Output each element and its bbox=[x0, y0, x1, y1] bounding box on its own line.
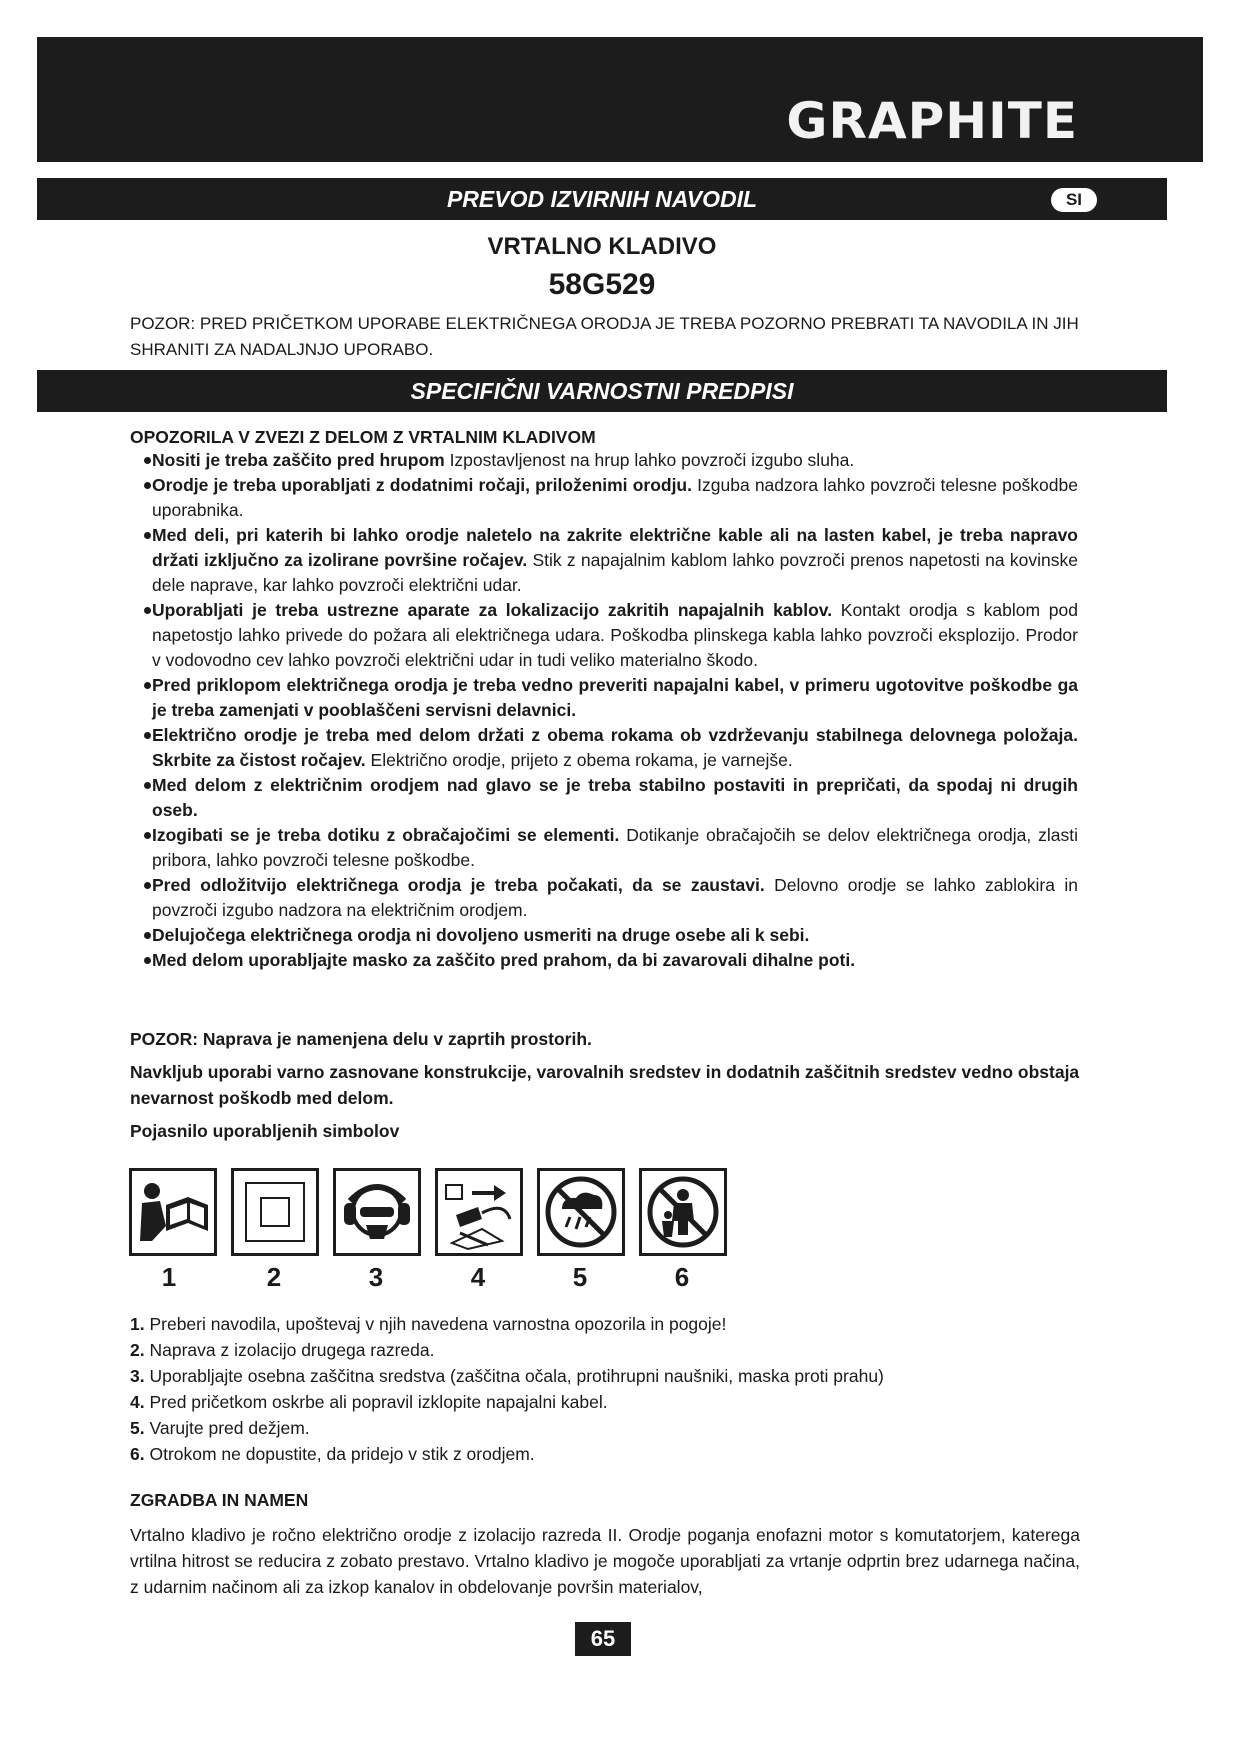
symbol-number: 2 bbox=[266, 1262, 282, 1292]
list-item: Pred priklopom električnega orodja je treba vedno preveriti napajalni kabel, v primeru ugotovitve poškodbe ga je treba zamenjati v pooblaščeni servisni delavnici. bbox=[152, 673, 1078, 723]
section-title: SPECIFIČNI VARNOSTNI PREDPISI bbox=[410, 378, 794, 404]
list-item: Uporabljati je treba ustrezne aparate za lokalizacijo zakritih napajalnih kablov. Kontakt orodja s kablom pod napetostjo lahko privede do požara ali električnega udara. Poškodba plinskega kabla lahko povzroči eksplozijo. Prodor v vodovodno cev lahko povzroči električni udar in tudi veliko materialno škodo. bbox=[152, 598, 1078, 673]
list-item: 5. Varujte pred dežjem. bbox=[130, 1418, 310, 1438]
list-item: Med delom z električnim orodjem nad glavo se je treba stabilno postaviti in prepričati, da spodaj ni drugih oseb. bbox=[152, 773, 1078, 823]
list-item: Delujočega električnega orodja ni dovoljeno usmeriti na druge osebe ali k sebi. bbox=[152, 923, 1078, 948]
notice-indoor: POZOR: Naprava je namenjena delu v zaprtih prostorih. bbox=[130, 1029, 592, 1049]
page-number: 65 bbox=[575, 1622, 631, 1656]
list-item: 6. Otrokom ne dopustite, da pridejo v stik z orodjem. bbox=[130, 1444, 535, 1464]
list-item: Električno orodje je treba med delom držati z obema rokama ob vzdrževanju stabilnega delovnega položaja. Skrbite za čistost ročajev. Električno orodje, prijeto z obema rokama, je varnejše. bbox=[152, 723, 1078, 773]
symbol-number: 3 bbox=[368, 1262, 384, 1292]
list-item: Med deli, pri katerih bi lahko orodje naletelo na zakrite električne kable ali na lasten kabel, je treba napravo držati izključno za izolirane površine ročajev. Stik z napajalnim kablom lahko povzroči prenos napetosti na kovinske dele naprave, kar lahko povzroči električni udar. bbox=[152, 523, 1078, 598]
notice-residual-risk: Navkljub uporabi varno zasnovane konstrukcije, varovalnih sredstev in dodatnih zaščitnih sredstev vedno obstaja nevarnost poškodb med delom. bbox=[130, 1062, 1080, 1108]
list-item: 1. Preberi navodila, upoštevaj v njih navedena varnostna opozorila in pogoje! bbox=[130, 1314, 727, 1334]
list-item: Orodje je treba uporabljati z dodatnimi ročaji, priloženimi orodju. Izguba nadzora lahko povzroči telesne poškodbe uporabnika. bbox=[152, 473, 1078, 523]
symbol-descriptions bbox=[130, 1311, 1080, 1467]
construction-paragraph: Vrtalno kladivo je ročno električno orodje z izolacijo razreda II. Orodje poganja enofazni motor s komutatorjem, katerega vrtilna hitrost se reducira z zobato prestavo. Vrtalno kladivo je mogoče uporabljati za vrtanje odprtin brez udarnega načina, z udarnim načinom ali za izkop kanalov in obdelovanje površin materialov, bbox=[130, 1525, 1080, 1597]
list-item: Pred odložitvijo električnega orodja je treba počakati, da se zaustavi. Delovno orodje se lahko zablokira in povzroči izgubo nadzora na električnim orodjem. bbox=[152, 873, 1078, 923]
list-item: 4. Pred pričetkom oskrbe ali popravil izklopite napajalni kabel. bbox=[130, 1392, 608, 1412]
list-item: 2. Naprava z izolacijo drugega razreda. bbox=[130, 1340, 435, 1360]
product-model: 58G529 bbox=[548, 268, 656, 301]
read-manual-icon bbox=[129, 1168, 217, 1256]
language-badge: SI bbox=[1051, 188, 1097, 212]
symbol-number: 4 bbox=[470, 1262, 486, 1292]
safety-bullet-list bbox=[152, 448, 1078, 973]
list-item: Izogibati se je treba dotiku z obračajočimi se elementi. Dotikanje obračajočih se delov električnega orodja, zlasti pribora, lahko povzroči telesne poškodbe. bbox=[152, 823, 1078, 873]
symbols-heading: Pojasnilo uporabljenih simbolov bbox=[130, 1121, 400, 1141]
section-title: PREVOD IZVIRNIH NAVODIL bbox=[446, 186, 758, 212]
no-rain-icon bbox=[537, 1168, 625, 1256]
section-header-translation bbox=[37, 178, 1167, 220]
top-banner bbox=[37, 37, 1203, 162]
unplug-before-service-icon bbox=[435, 1168, 523, 1256]
section-heading-construction: ZGRADBA IN NAMEN bbox=[130, 1490, 309, 1510]
brand-logo: GRAPHITE bbox=[786, 92, 1078, 150]
product-name: VRTALNO KLADIVO bbox=[487, 233, 717, 260]
symbol-number: 6 bbox=[674, 1262, 690, 1292]
list-item: Nositi je treba zaščito pred hrupom Izpostavljenost na hrup lahko povzroči izgubo sluha. bbox=[152, 448, 1078, 473]
section-header-safety bbox=[37, 370, 1167, 412]
intro-warning: POZOR: PRED PRIČETKOM UPORABE ELEKTRIČNEGA ORODJA JE TREBA POZORNO PREBRATI TA NAVODILA IN JIH SHRANITI ZA NADALJNJO UPORABO. bbox=[130, 314, 1079, 359]
symbol-number: 1 bbox=[161, 1262, 177, 1292]
symbol-number: 5 bbox=[572, 1262, 588, 1292]
subheading: OPOZORILA V ZVEZI Z DELOM Z VRTALNIM KLADIVOM bbox=[130, 427, 596, 447]
protective-equipment-icon bbox=[333, 1168, 421, 1256]
list-item: 3. Uporabljajte osebna zaščitna sredstva (zaščitna očala, protihrupni naušniki, maska proti prahu) bbox=[130, 1366, 884, 1386]
list-item: Med delom uporabljajte masko za zaščito pred prahom, da bi zavarovali dihalne poti. bbox=[152, 948, 1078, 973]
symbol-icons-row bbox=[129, 1168, 749, 1258]
class-ii-insulation-icon bbox=[231, 1168, 319, 1256]
keep-children-away-icon bbox=[639, 1168, 727, 1256]
